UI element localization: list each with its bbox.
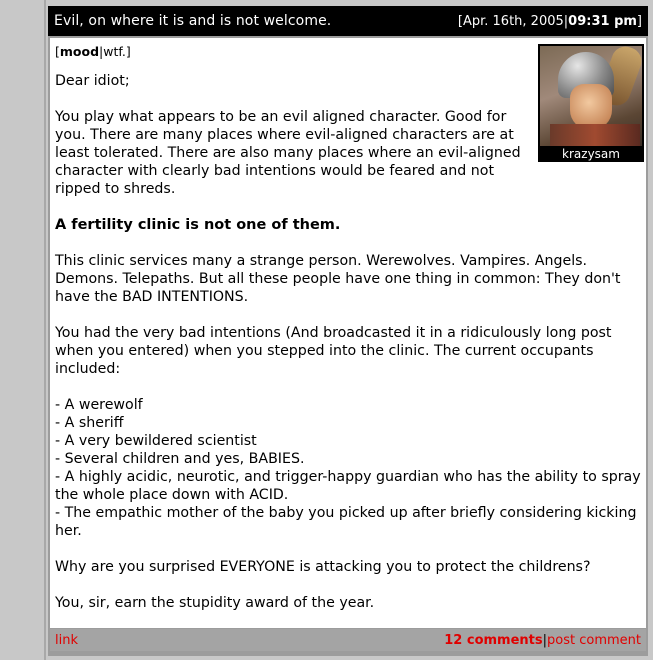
journal-entry bbox=[48, 6, 648, 656]
paragraph-2: This clinic services many a strange person. Werewolves. Vampires. Angels. Demons. Telepaths. But all these people have one thing in common: They don't have the BAD INTENTIONS. bbox=[55, 253, 621, 305]
avatar bbox=[540, 46, 642, 146]
occupant-list bbox=[55, 396, 642, 540]
mood-value: wtf. bbox=[103, 44, 126, 59]
mood-label: mood bbox=[59, 44, 100, 59]
entry-date: [Apr. 16th, 2005| bbox=[457, 13, 569, 29]
entry-time: 09:31 pm bbox=[568, 13, 637, 29]
entry-header bbox=[48, 6, 648, 36]
mood-open: [ bbox=[55, 44, 60, 59]
paragraph-5: You, sir, earn the stupidity award of the year. bbox=[55, 595, 375, 611]
list-item: - The empathic mother of the baby you picked up after briefly considering kicking her. bbox=[55, 505, 637, 539]
entry-datetime bbox=[458, 14, 642, 29]
entry-title: Evil, on where it is and is not welcome. bbox=[54, 13, 332, 29]
footer-actions bbox=[444, 633, 641, 648]
entry-body bbox=[50, 38, 646, 628]
footer-separator: | bbox=[542, 632, 548, 648]
comments-link[interactable]: 12 comments bbox=[444, 632, 543, 648]
bold-heading: A fertility clinic is not one of them. bbox=[55, 217, 341, 233]
paragraph-3: You had the very bad intentions (And broadcasted it in a ridiculously long post when you entered) when you stepped into the clinic. The current occupants included: bbox=[55, 325, 612, 377]
list-item: - A sheriff bbox=[55, 415, 124, 431]
entry-footer bbox=[50, 629, 646, 651]
paragraph-4: Why are you surprised EVERYONE is attacking you to protect the childrens? bbox=[55, 559, 591, 575]
userpic-username: krazysam bbox=[562, 147, 620, 161]
mood-close: ] bbox=[125, 44, 131, 59]
mood-sep: | bbox=[99, 44, 104, 59]
paragraph-1: You play what appears to be an evil aligned character. Good for you. There are many places where evil-aligned characters are at least tolerated. There are also many places where an evil-aligned character with clearly bad intentions would be feared and not ripped to shreds. bbox=[55, 109, 521, 197]
post-comment-link[interactable]: post comment bbox=[547, 632, 641, 648]
avatar-cape bbox=[550, 124, 640, 146]
list-item: - A werewolf bbox=[55, 397, 143, 413]
link-link[interactable]: link bbox=[55, 632, 78, 648]
list-item: - A very bewildered scientist bbox=[55, 433, 257, 449]
userpic[interactable] bbox=[538, 44, 644, 162]
greeting: Dear idiot; bbox=[55, 73, 130, 89]
list-item: - Several children and yes, BABIES. bbox=[55, 451, 305, 467]
left-border-rule bbox=[44, 0, 46, 660]
list-item: - A highly acidic, neurotic, and trigger-happy guardian who has the ability to spray the whole place down with ACID. bbox=[55, 469, 641, 503]
entry-date-close: ] bbox=[636, 13, 642, 29]
